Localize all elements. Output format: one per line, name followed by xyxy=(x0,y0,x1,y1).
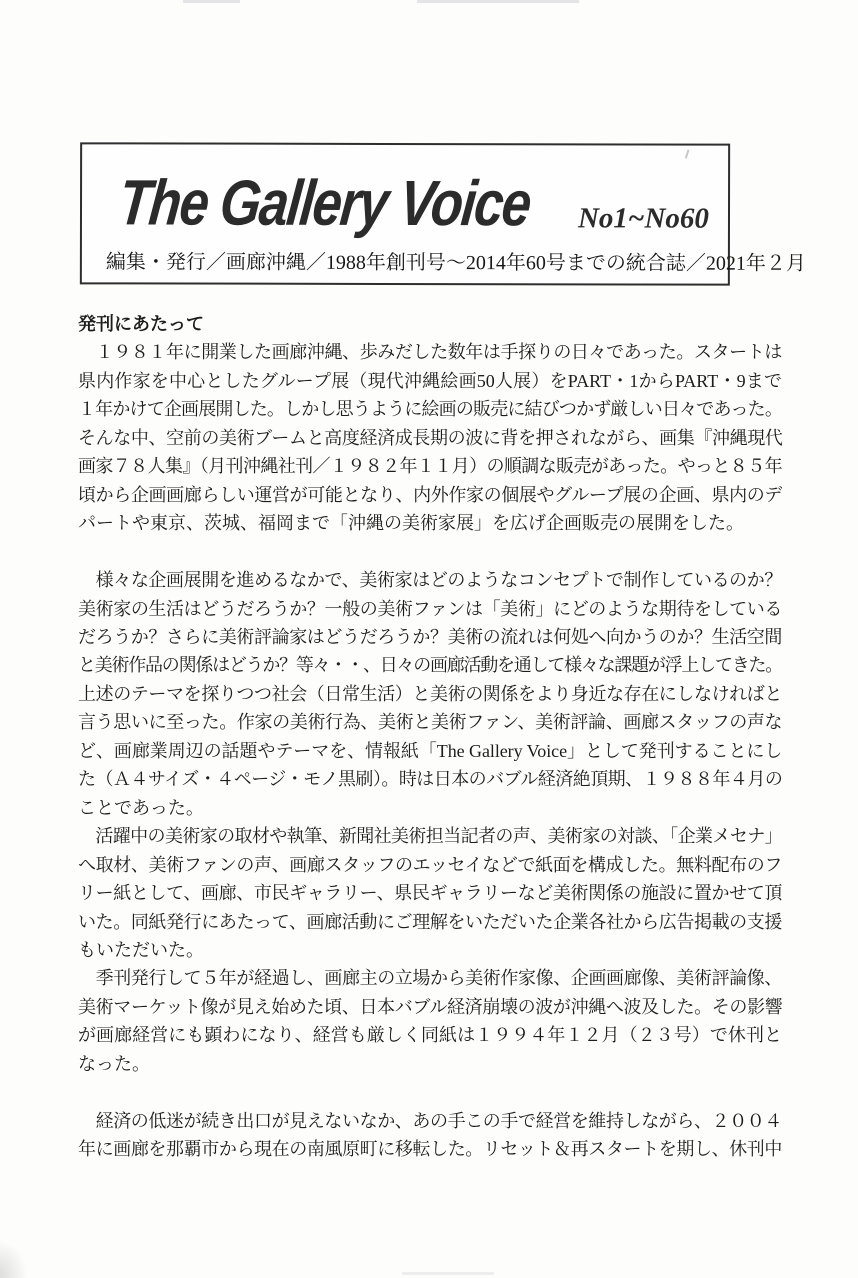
text-line: が画廊経営にも顕わになり、経営も厳しく同紙は１９９４年１２月（２３号）で休刊と xyxy=(78,1025,782,1046)
paragraphs-container xyxy=(78,338,782,1163)
text-line: 頃から企画画廊らしい運営が可能となり、内外作家の個展やグループ展の企画、県内のデ xyxy=(78,484,782,505)
text-line: リー紙として、画廊、市民ギャラリー、県民ギャラリーなど美術関係の施設に置かせて頂 xyxy=(78,883,782,904)
text-line: 上述のテーマを探りつつ社会（日常生活）と美術の関係をより身近な存在にしなければと xyxy=(78,683,782,704)
text-line: と美術作品の関係はどうか？等々・・、日々の画廊活動を通して様々な課題が浮上してきた。 xyxy=(78,655,782,676)
text-line: 画家７８人集』（月刊沖縄社刊／１９８２年１１月）の順調な販売があった。やっと８５年 xyxy=(78,456,782,477)
pen-mark-artifact xyxy=(685,150,690,159)
text-line: だろうか？さらに美術評論家はどうだろうか？美術の流れは何処へ向かうのか？生活空間 xyxy=(78,626,782,647)
text-line: 言う思いに至った。作家の美術行為、美術と美術ファン、美術評論、画廊スタッフの声な xyxy=(78,712,782,733)
text-line: 活躍中の美術家の取材や執筆、新聞社美術担当記者の声、美術家の対談、「企業メセナ」 xyxy=(78,826,782,847)
paragraph xyxy=(78,566,782,822)
text-line: 美術マーケット像が見え始めた頃、日本バブル経済崩壊の波が沖縄へ波及した。その影響 xyxy=(78,996,782,1017)
text-line: た（Ａ４サイズ・４ページ・モノ黒刷）。時は日本のバブル経済絶頂期、１９８８年４月の xyxy=(78,769,782,790)
text-line: １年かけて企画展開した。しかし思うように絵画の販売に結びつかず厳しい日々であった。 xyxy=(78,399,782,420)
paragraph xyxy=(78,1107,782,1164)
newsletter-title: The Gallery Voice xyxy=(115,166,534,240)
text-line: なった。 xyxy=(78,1053,150,1074)
scan-artifact-top-bar xyxy=(417,0,579,3)
paragraph xyxy=(78,964,782,1078)
text-line: 県内作家を中心としたグループ展（現代沖縄絵画50人展）をPART・1からPART・9まで xyxy=(78,370,782,391)
masthead-subtitle: 編集・発行／画廊沖縄／1988年創刊号～2014年60号までの統合誌／2021年２月 xyxy=(105,251,806,275)
text-line: 季刊発行して５年が経過し、画廊主の立場から美術作家像、企画画廊像、美術評論像、 xyxy=(78,968,782,989)
text-line: １９８１年に開業した画廊沖縄、歩みだした数年は手探りの日々であった。スタートは xyxy=(78,342,782,363)
scan-artifact-top-bar xyxy=(183,0,240,3)
text-line: 年に画廊を那覇市から現在の南風原町に移転した。リセット＆再スタートを期し、休刊中 xyxy=(78,1139,782,1160)
text-line: ど、画廊業周辺の話題やテーマを、情報紙「The Gallery Voice」として発刊することにし xyxy=(78,740,782,761)
text-line: そんな中、空前の美術ブームと高度経済成長期の波に背を押されながら、画集『沖縄現代 xyxy=(78,427,782,448)
text-line: 美術家の生活はどうだろうか？一般の美術ファンは「美術」にどのような期待をしている xyxy=(78,598,782,619)
text-line: 様々な企画展開を進めるなかで、美術家はどのようなコンセプトで制作しているのか？ xyxy=(78,570,782,591)
body-text-column xyxy=(78,310,782,1164)
paragraph xyxy=(78,822,782,964)
scan-smudge-bottom-center xyxy=(402,1272,494,1275)
issue-range: No1~No60 xyxy=(577,202,709,235)
text-line: いた。同紙発行にあたって、画廊活動にご理解をいただいた企業各社から広告掲載の支援 xyxy=(78,911,782,932)
text-line: 経済の低迷が続き出口が見えないなか、あの手この手で経営を維持しながら、２００４ xyxy=(78,1110,782,1131)
scan-smudge-bottom-left xyxy=(0,1240,28,1278)
text-line: もいただいた。 xyxy=(78,939,204,960)
text-line: パートや東京、茨城、福岡まで「沖縄の美術家展」を広げ企画販売の展開をした。 xyxy=(78,513,744,534)
paragraph xyxy=(78,338,782,537)
section-heading: 発刊にあたって xyxy=(78,314,204,334)
masthead-box xyxy=(80,142,806,285)
text-line: へ取材、美術ファンの声、画廊スタッフのエッセイなどで紙面を構成した。無料配布のフ xyxy=(78,854,782,875)
text-line: ことであった。 xyxy=(78,797,204,818)
